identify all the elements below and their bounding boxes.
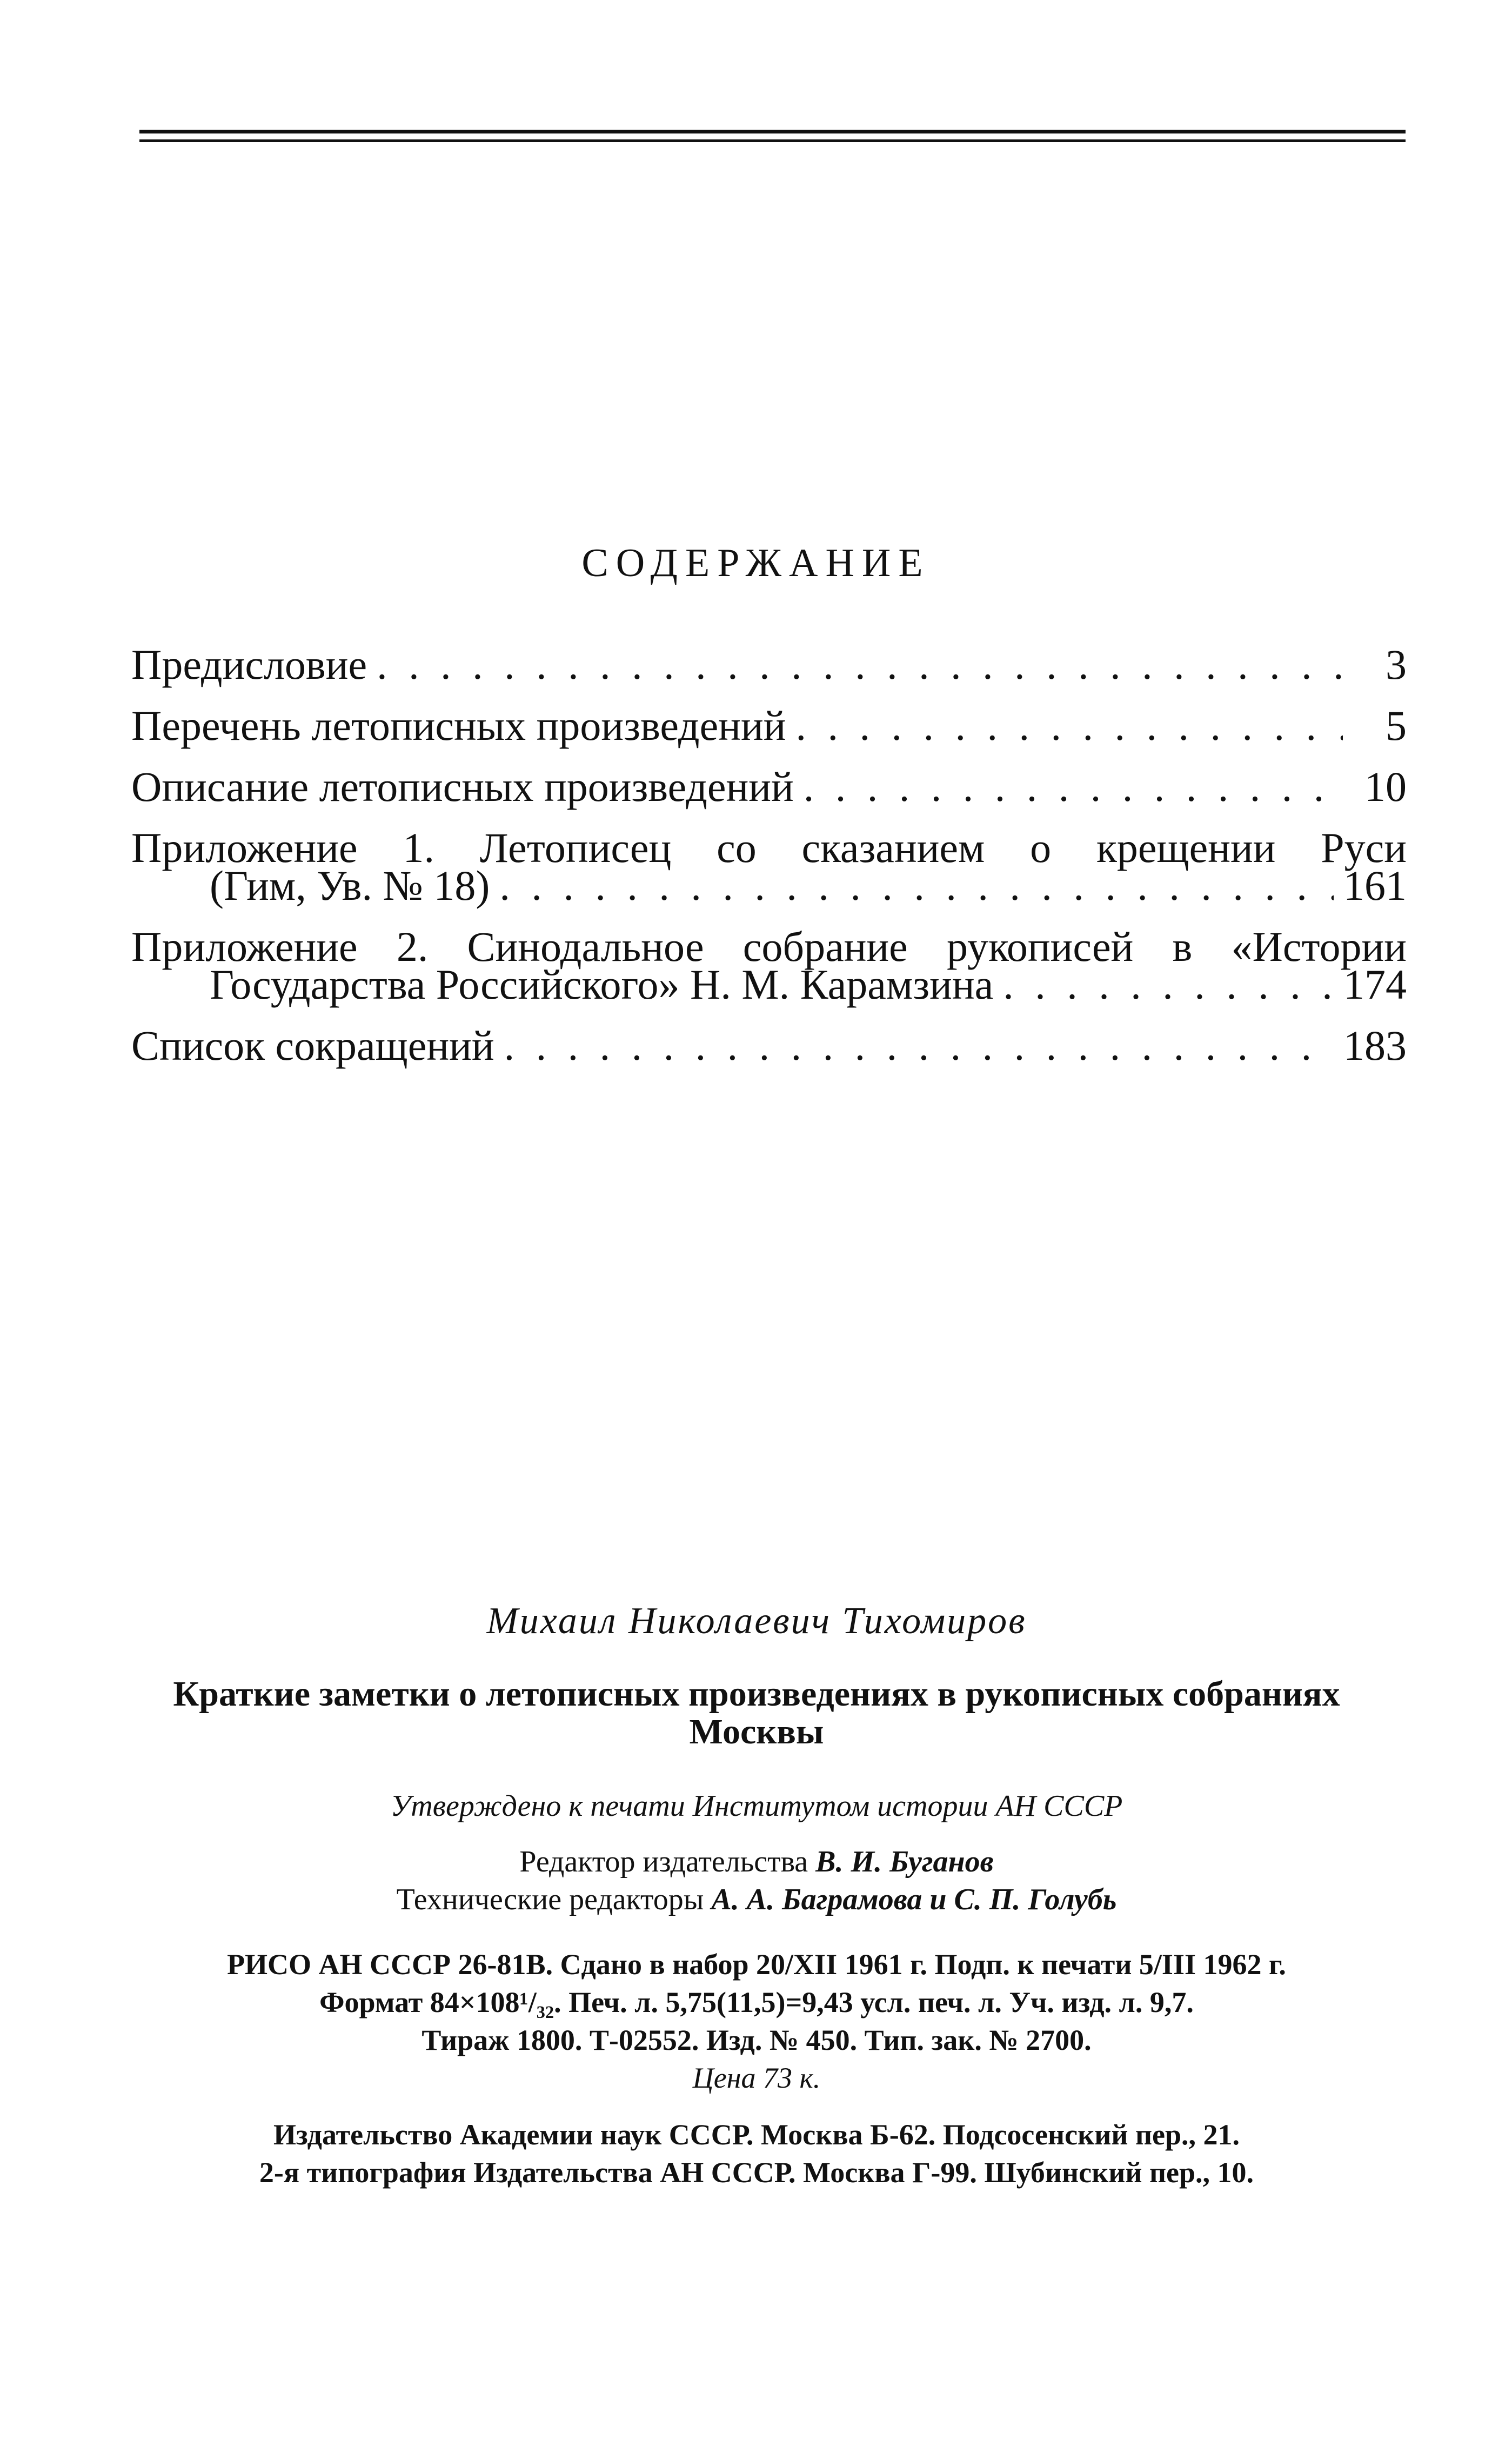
toc-entry-label: Список сокращений <box>131 1022 494 1069</box>
toc-entry-label: Перечень летописных произведений <box>131 702 786 749</box>
toc-entry-description[interactable] <box>131 763 1407 810</box>
book-author: Михаил Николаевич Тихомиров <box>486 1600 1027 1642</box>
tech-editors-label: Технические редакторы <box>396 1883 704 1916</box>
editor-name: В. И. Буганов <box>815 1845 994 1879</box>
toc-page-number: 10 <box>1364 763 1407 810</box>
toc-entry-abbreviations[interactable] <box>131 1022 1407 1069</box>
toc-leader-dots <box>377 646 1343 684</box>
approval-note: Утверждено к печати Институтом истории АН СССР <box>390 1789 1123 1823</box>
editor-label: Редактор издательства <box>519 1845 808 1879</box>
toc-leader-dots <box>499 867 1334 905</box>
toc-entry-list[interactable] <box>131 702 1407 749</box>
publication-line-2: Формат 84×108¹/₃₂. Печ. л. 5,75(11,5)=9,43 усл. печ. л. Уч. изд. л. 9,7. <box>319 1986 1194 2018</box>
toc-entry-appendix-2[interactable] <box>131 923 1407 1008</box>
top-rule-thin <box>139 139 1406 142</box>
toc-entry-preface[interactable] <box>131 641 1407 688</box>
toc-leader-dots <box>804 768 1343 806</box>
toc-entry-label-line-2: Государства Российского» Н. М. Карамзина <box>210 961 994 1008</box>
publisher-line-1: Издательство Академии наук СССР. Москва Б-62. Подсосенский пер., 21. <box>273 2118 1240 2151</box>
toc-title: СОДЕРЖАНИЕ <box>581 541 931 585</box>
publisher-block <box>108 2116 1405 2191</box>
toc-page-number: 183 <box>1343 1022 1407 1069</box>
toc-entry-label: Предисловие <box>131 641 367 688</box>
toc-leader-dots <box>795 707 1343 745</box>
editors-block <box>108 1843 1405 1918</box>
price: Цена 73 к. <box>692 2062 821 2094</box>
toc-leader-dots <box>504 1027 1334 1065</box>
editor-line <box>108 1843 1405 1881</box>
toc-leader-dots <box>1003 966 1334 1004</box>
tech-editors-line <box>108 1881 1405 1918</box>
toc-entry-label-line-1: Приложение 2. Синодальное собрание рукописей в «Истории <box>131 923 1407 970</box>
toc-entry-appendix-1[interactable] <box>131 824 1407 909</box>
toc-entry-label-line-2: (Гим, Ув. № 18) <box>210 862 490 909</box>
top-rule <box>139 130 1406 133</box>
publication-details <box>108 1946 1405 2097</box>
toc-page-number: 174 <box>1343 961 1407 1008</box>
book-title: Краткие заметки о летописных произведениях в рукописных собраниях Москвы <box>173 1674 1340 1752</box>
toc-page-number: 3 <box>1386 641 1407 688</box>
tech-editors-names: А. А. Баграмова и С. П. Голубь <box>711 1883 1117 1916</box>
publication-line-3: Тираж 1800. Т-02552. Изд. № 450. Тип. зак. № 2700. <box>422 2024 1092 2056</box>
publisher-line-2: 2-я типография Издательства АН СССР. Москва Г-99. Шубинский пер., 10. <box>259 2156 1254 2189</box>
toc-page-number: 161 <box>1343 862 1407 909</box>
toc-entry-label-line-1: Приложение 1. Летописец со сказанием о крещении Руси <box>131 824 1407 871</box>
publication-line-1: РИСО АН СССР 26-81В. Сдано в набор 20/XII 1961 г. Подп. к печати 5/III 1962 г. <box>227 1948 1286 1981</box>
table-of-contents <box>131 641 1407 1088</box>
toc-page-number: 5 <box>1386 702 1407 749</box>
toc-entry-label: Описание летописных произведений <box>131 763 794 810</box>
